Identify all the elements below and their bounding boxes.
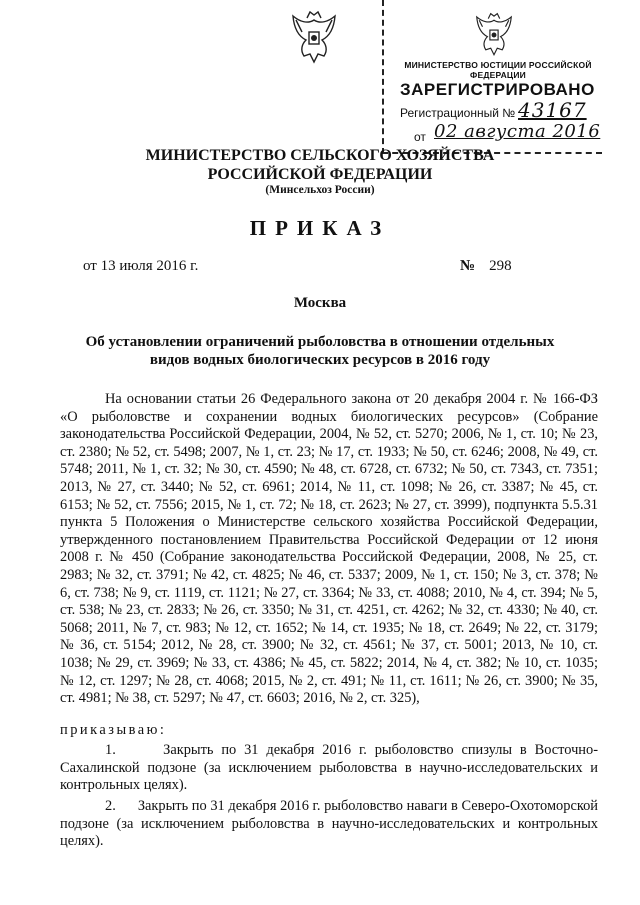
stamp-reg-label: Регистрационный № [400,106,516,120]
ministry-title-line1: МИНИСТЕРСТВО СЕЛЬСКОГО ХОЗЯЙСТВА [145,147,495,164]
basis-paragraph: На основании статьи 26 Федерального закона от 20 декабря 2004 г. № 166-ФЗ «О рыболовстве и сохранении водных биологических ресурсов» (Собрание законодательства Российской Федерации, 2004, № 52, ст. 5270; 2006, № 1, ст. 10; № 23, ст. 2380; № 52, ст. 5498; 2007, № 1, ст. 23; № 17, ст. 1933; № 50, ст. 6246; 2008, № 49, ст. 5748; 2011, № 1, ст. 32; № 30, ст. 4590; № 48, ст. 6728, ст. 6732; № 50, ст. 7343, ст. 7351; 2013, № 27, ст. 3440; № 52, ст. 6961; 2014, № 11, ст. 1098; № 26, ст. 3387; № 45, ст. 6153; № 52, ст. 7556; 2015, № 1, ст. 72; № 18, ст. 2623; № 27, ст. 3999), подпункта 5.5.31 пункта 5 Положения о Министерстве сельского хозяйства Российской Федерации, утвержденного постановлением Правительства Российской Федерации от 12 июня 2008 г. № 450 (Собрание законодательства Российской Федерации, 2008, № 25, ст. 2983; № 32, ст. 3791; № 42, ст. 4825; № 46, ст. 5337; 2009, № 1, ст. 150; № 3, ст. 378; № 6, ст. 738; № 9, ст. 1119, ст. 1121; № 27, ст. 3364; № 33, ст. 4088; 2010, № 4, ст. 394; № 5, ст. 538; № 23, ст. 2833; № 26, ст. 3350; № 31, ст. 4251, ст. 4262; № 32, ст. 4330; № 40, ст. 5068; 2011, № 7, ст. 983; № 12, ст. 1652; № 14, ст. 1935; № 18, ст. 2649; № 22, ст. 3179; № 36, ст. 5154; 2012, № 28, ст. 3900; № 32, ст. 4561; № 37, ст. 5001; 2013, № 10, ст. 1038; № 29, ст. 3969; № 33, ст. 4386; № 45, ст. 5822; 2014, № 4, ст. 382; № 10, ст. 1035; № 12, ст. 1297; № 28, ст. 4068; 2015, № 2, ст. 491; № 11, ст. 1611; № 26, ст. 3900; № 35, ст. 4981; № 38, ст. 5297; № 47, ст. 6603; 2016, № 2, ст. 325), [60,391,598,707]
order-date: от 13 июля 2016 г. [83,258,199,274]
registration-stamp [382,0,602,154]
stamp-eagle-emblem-icon [472,12,516,58]
ministry-short-name: (Минсельхоз России) [265,184,375,196]
stamp-ministry-name: МИНИСТЕРСТВО ЮСТИЦИИ РОССИЙСКОЙ ФЕДЕРАЦИИ [404,60,592,80]
order-word: приказываю: [60,722,167,738]
order-number-label: № [460,258,476,274]
order-number-value: 298 [489,258,512,274]
order-subject-line2: видов водных биологических ресурсов в 2016 году [149,352,491,368]
city: Москва [293,295,347,311]
ministry-title-line2: РОССИЙСКОЙ ФЕДЕРАЦИИ [207,166,433,183]
order-title: ПРИКАЗ [249,216,391,240]
order-number [460,258,512,275]
stamp-reg-number: 43167 [518,98,587,122]
stamp-status: ЗАРЕГИСТРИРОВАНО [400,80,595,99]
order-item-1: 1. Закрыть по 31 декабря 2016 г. рыболовство спизулы в Восточно-Сахалинской подзоне (за исключением рыболовства в научно-исследовательских и контрольных целях). [60,742,598,794]
order-subject-line1: Об установлении ограничений рыболовства в отношении отдельных [85,334,555,350]
stamp-date-value: 02 августа 2016 [434,121,601,142]
stamp-date-label: от [414,130,426,144]
double-headed-eagle-emblem-icon [288,10,340,66]
order-subject [60,333,580,369]
ministry-title [0,146,640,184]
order-item-2: 2. Закрыть по 31 декабря 2016 г. рыболовство наваги в Северо-Охотоморской подзоне (за исключением рыболовства в научно-исследовательских и контрольных целях). [60,798,598,850]
